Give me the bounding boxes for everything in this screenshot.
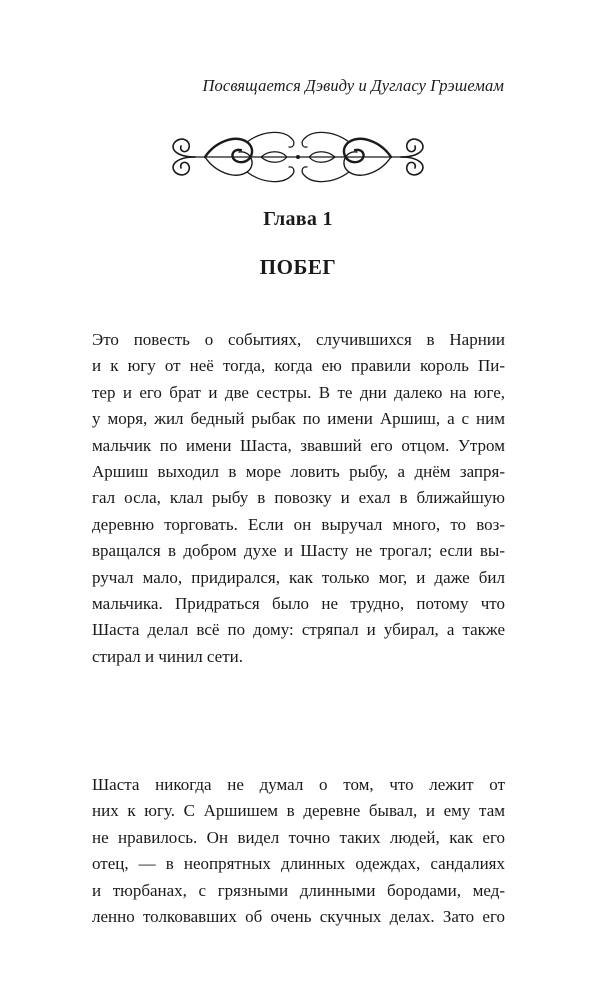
text-line: Это повесть о событиях, случившихся в Нарнии (92, 330, 505, 349)
text-line: ручал мало, придирался, как только мог, и даже бил (92, 567, 505, 587)
text-line: мальчика. Придраться было не трудно, потому что (92, 594, 505, 614)
text-line: тер и его брат и две сестры. В те дни далеко на юге, (92, 382, 505, 402)
paragraph-2 (92, 772, 505, 930)
chapter-title: ПОБЕГ (259, 255, 337, 279)
text-line: Шаста никогда не думал о том, что лежит от (92, 775, 505, 794)
text-line: Шаста делал всё по дому: стряпал и убирал, а также (92, 620, 505, 640)
text-line: вращался в добром духе и Шасту не трогал; если вы- (92, 541, 505, 561)
text-line: и тюрбанах, с грязными длинными бородами, мед- (92, 880, 505, 900)
text-line: деревню торговать. Если он выручал много, то воз- (92, 514, 505, 534)
text-line: гал осла, клал рыбу в повозку и ехал в ближайшую (92, 488, 505, 508)
text-line: у моря, жил бедный рыбак по имени Аршиш, а с ним (92, 409, 505, 429)
text-line: и к югу от неё тогда, когда ею правили король Пи- (92, 356, 505, 376)
text-line: Аршиш выходил в море ловить рыбу, а днём запря- (92, 462, 505, 482)
text-line: не нравилось. Он видел точно таких людей, как его (92, 827, 505, 847)
text-line: мальчик по имени Шаста, звавший его отцом. Утром (92, 435, 505, 455)
dedication: Посвящается Дэвиду и Дугласу Грэшемам (202, 76, 504, 95)
text-line: отец, — в неопрятных длинных одеждах, сандалиях (92, 854, 505, 874)
text-line: стирал и чинил сети. (92, 646, 243, 666)
text-line: них к югу. С Аршишем в деревне бывал, и ему там (92, 801, 505, 821)
chapter-number: Глава 1 (263, 208, 333, 230)
paragraph-1 (92, 327, 505, 670)
text-line: ленно толковавших об очень скучных делах. Зато его (92, 907, 505, 927)
scroll-flourish-icon (165, 124, 431, 190)
